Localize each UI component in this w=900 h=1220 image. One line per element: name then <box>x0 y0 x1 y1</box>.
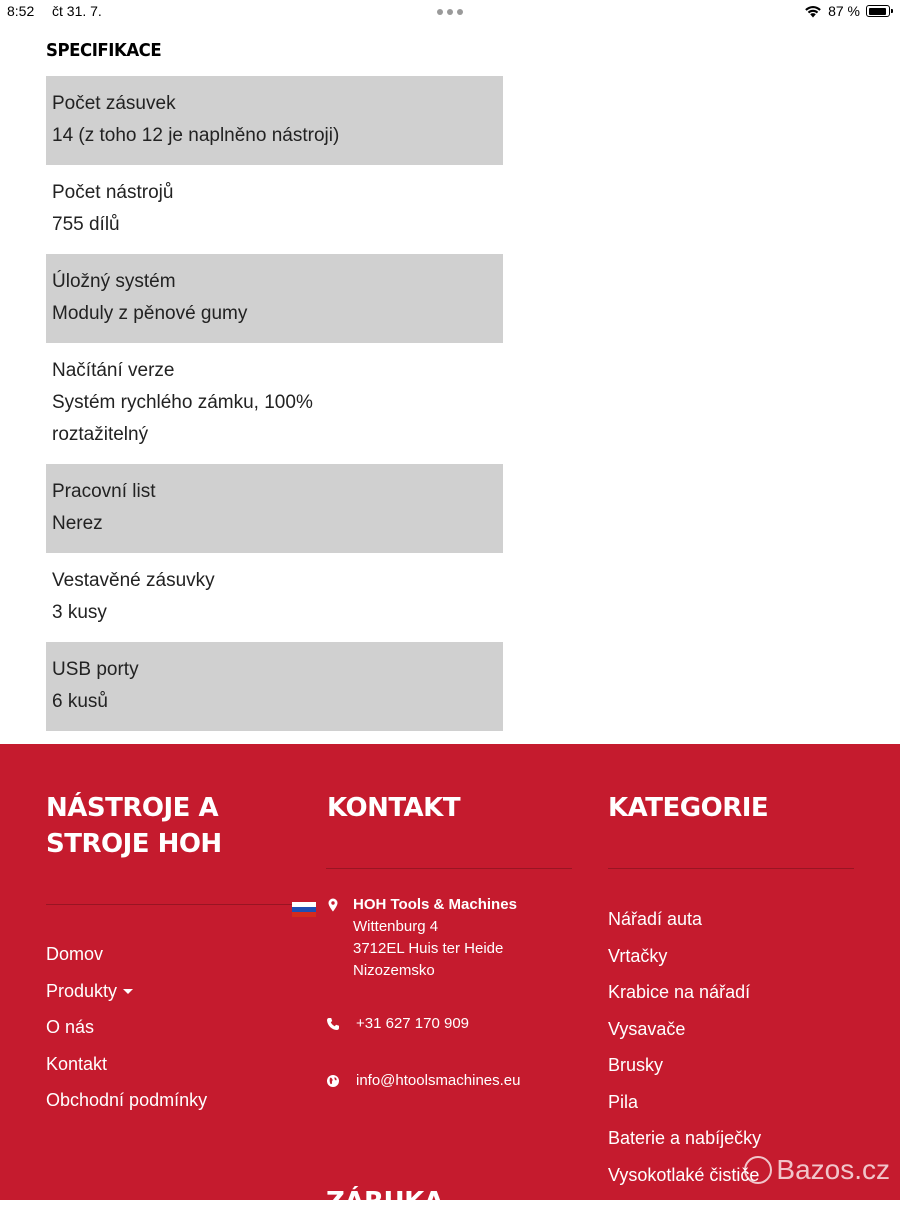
status-bar <box>0 0 900 24</box>
globe-icon <box>326 1074 340 1088</box>
multitasking-dots-icon[interactable] <box>437 9 463 15</box>
spec-row <box>46 343 503 464</box>
footer-warranty-title-text: ZÁRUKA <box>326 1187 444 1217</box>
spec-value: Systém rychlého zámku, 100% roztažitelný <box>52 392 313 445</box>
category-link[interactable]: Brusky <box>608 1055 664 1075</box>
status-date: čt 31. 7. <box>52 3 102 19</box>
specs-table <box>46 76 503 731</box>
spec-label: USB porty <box>52 659 139 680</box>
footer-warranty-title <box>326 1184 444 1217</box>
contact-phone-number[interactable]: +31 627 170 909 <box>356 1015 470 1032</box>
watermark-text: Bazos.cz <box>776 1154 890 1185</box>
footer-categories-list <box>608 907 761 1199</box>
status-time: 8:52 <box>7 3 35 19</box>
category-link[interactable]: Nářadí auta <box>608 909 703 929</box>
site-footer <box>0 744 900 1217</box>
bazos-watermark <box>744 1154 890 1186</box>
battery-percent: 87 % <box>828 3 860 19</box>
spec-row <box>46 553 503 642</box>
category-link[interactable]: Krabice na nářadí <box>608 982 751 1002</box>
wifi-icon <box>804 5 822 18</box>
spec-label: Pracovní list <box>52 481 156 502</box>
watermark-logo-icon <box>744 1156 772 1184</box>
nav-link-products-label: Produkty <box>46 980 118 1001</box>
contact-city: 3712EL Huis ter Heide <box>353 940 504 957</box>
footer-contact-title: KONTAKT <box>327 793 461 823</box>
contact-address <box>326 894 576 984</box>
contact-email[interactable] <box>326 1070 576 1094</box>
contact-phone[interactable] <box>326 1013 576 1037</box>
spec-row <box>46 642 503 731</box>
contact-email-address[interactable]: info@htoolsmachines.eu <box>356 1072 521 1089</box>
spec-value: 6 kusů <box>52 691 108 712</box>
spec-label: Úložný systém <box>52 271 176 292</box>
spec-row <box>46 76 503 165</box>
spec-label: Počet zásuvek <box>52 93 176 114</box>
nav-link-contact[interactable]: Kontakt <box>46 1053 108 1074</box>
battery-icon <box>866 5 890 17</box>
phone-icon <box>326 1017 340 1031</box>
spec-value: 14 (z toho 12 je naplněno nástroji) <box>52 125 340 146</box>
contact-street: Wittenburg 4 <box>353 918 439 935</box>
category-link[interactable]: Vysavače <box>608 1018 686 1039</box>
spec-value: Nerez <box>52 513 103 534</box>
nav-link-products[interactable] <box>46 981 133 1001</box>
spec-label: Vestavěné zásuvky <box>52 570 215 591</box>
contact-company: HOH Tools & Machines <box>353 896 517 913</box>
spec-row <box>46 464 503 553</box>
divider <box>326 868 572 869</box>
divider <box>46 904 294 905</box>
nav-link-about[interactable]: O nás <box>46 1017 95 1037</box>
spec-label: Počet nástrojů <box>52 182 174 203</box>
footer-nav <box>46 942 207 1125</box>
divider <box>608 868 854 869</box>
footer-categories-title: KATEGORIE <box>608 793 769 823</box>
map-pin-icon <box>326 898 340 912</box>
nav-link-home[interactable]: Domov <box>46 944 104 964</box>
spec-value: Moduly z pěnové gumy <box>52 303 248 324</box>
category-link[interactable]: Baterie a nabíječky <box>608 1128 762 1148</box>
language-flag-icon[interactable] <box>292 902 316 917</box>
contact-country: Nizozemsko <box>353 962 435 979</box>
category-link[interactable]: Pila <box>608 1091 639 1112</box>
category-link[interactable]: Vysokotlaké čističe <box>608 1164 760 1185</box>
spec-label: Načítání verze <box>52 360 175 381</box>
spec-row <box>46 254 503 343</box>
spec-row <box>46 165 503 254</box>
spec-value: 755 dílů <box>52 214 120 235</box>
footer-about-title: NÁSTROJE A STROJE HOH <box>46 793 222 859</box>
specs-title: SPECIFIKACE <box>46 40 162 61</box>
spec-value: 3 kusy <box>52 602 107 623</box>
caret-down-icon <box>123 989 133 994</box>
nav-link-terms[interactable]: Obchodní podmínky <box>46 1090 208 1110</box>
category-link[interactable]: Vrtačky <box>608 945 668 966</box>
